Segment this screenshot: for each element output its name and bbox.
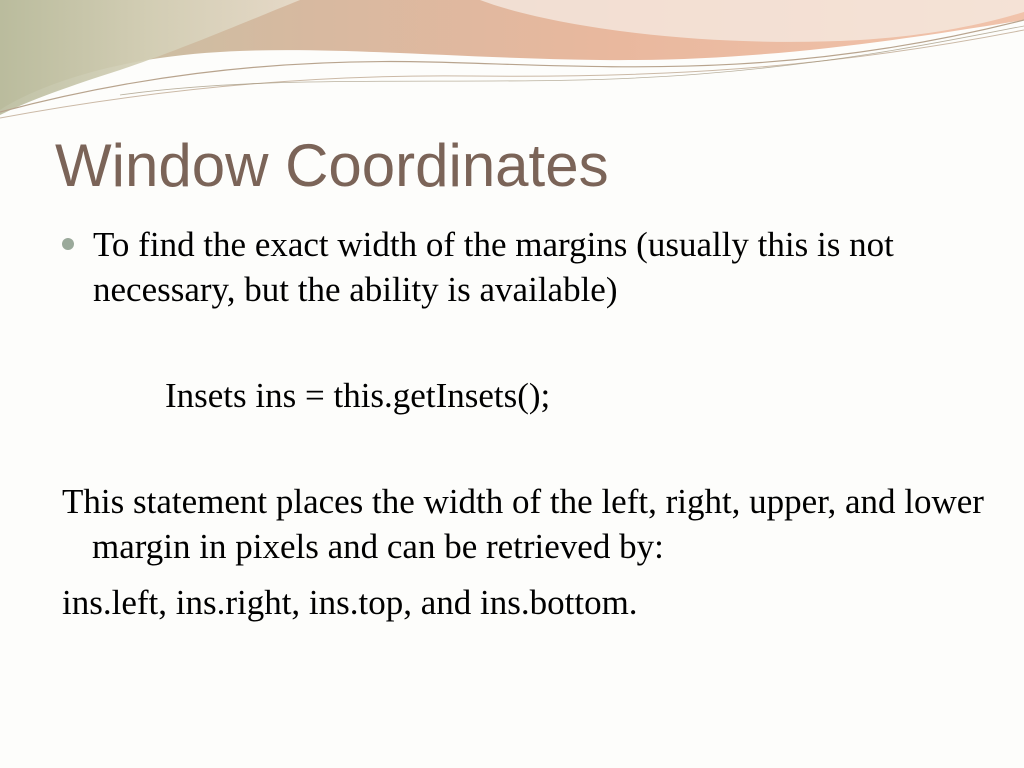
wave-band-sage: [0, 0, 300, 115]
bullet-dot-icon: [62, 238, 74, 250]
decorative-wave-banner: [0, 0, 1024, 130]
bullet-item: [62, 222, 962, 312]
code-line: Insets ins = this.getInsets();: [165, 376, 551, 415]
bullet-text: To find the exact width of the margins (usually this is not necessary, but the ability is available): [93, 225, 894, 309]
slide-title: Window Coordinates: [55, 132, 609, 199]
body-paragraph: This statement places the width of the left, right, upper, and lower margin in pixels and can be retrieved by:: [62, 482, 984, 566]
body-last-line: ins.left, ins.right, ins.top, and ins.bottom.: [62, 583, 638, 622]
